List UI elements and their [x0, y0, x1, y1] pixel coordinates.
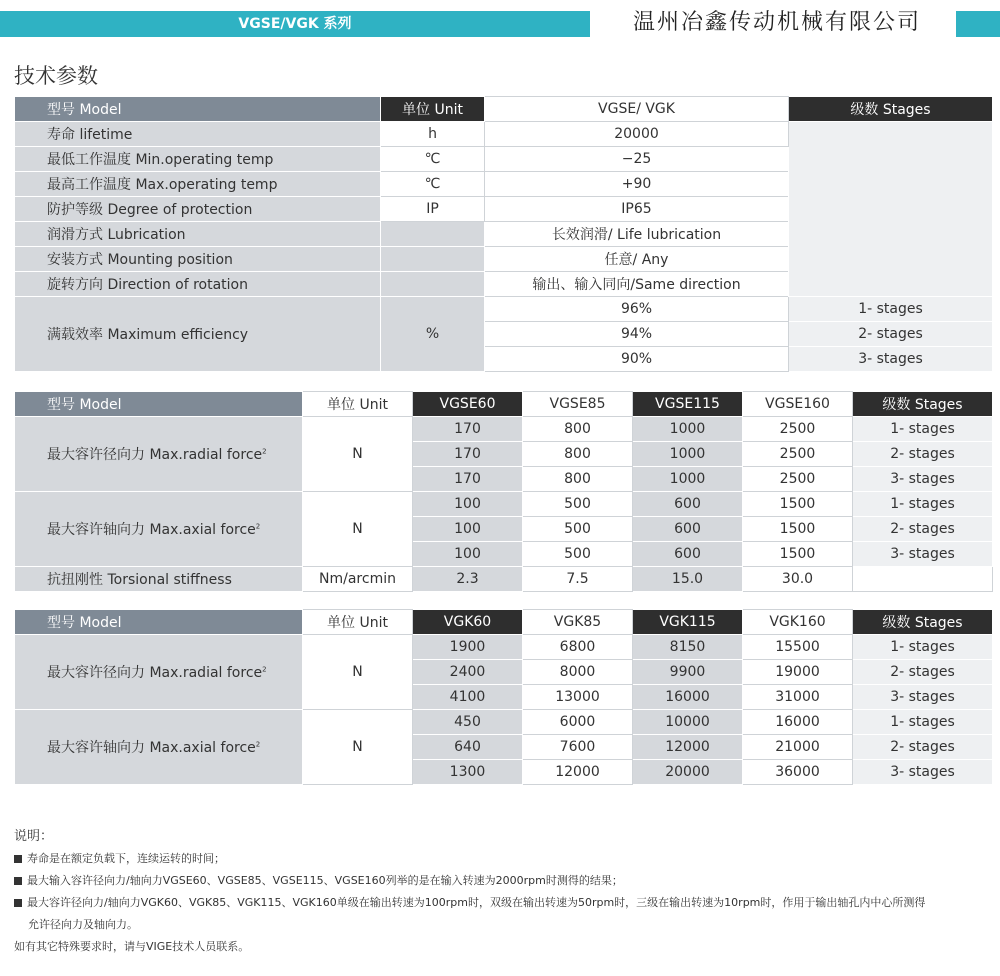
- row-value: 任意/ Any: [485, 247, 789, 272]
- square-bullet-icon: [14, 877, 22, 885]
- cell: 2500: [743, 467, 853, 492]
- cell: 6800: [523, 635, 633, 660]
- header-unit: 单位 Unit: [381, 97, 485, 122]
- cell: 15.0: [633, 567, 743, 592]
- table-row: [15, 417, 993, 442]
- header-model: 型号 Model: [15, 97, 381, 122]
- cell: 1900: [413, 635, 523, 660]
- cell: 170: [413, 442, 523, 467]
- square-bullet-icon: [14, 899, 22, 907]
- table-row: [15, 122, 993, 147]
- cell: 21000: [743, 735, 853, 760]
- axial-force-unit: N: [303, 492, 413, 567]
- cell: 1000: [633, 442, 743, 467]
- row-value: 20000: [485, 122, 789, 147]
- cell: 13000: [523, 685, 633, 710]
- cell: 6000: [523, 710, 633, 735]
- table-row: [15, 567, 993, 592]
- table-header-row: [15, 610, 993, 635]
- radial-force-label: 最大容许径向力 Max.radial force$^2$: [15, 417, 303, 492]
- row-unit: IP: [381, 197, 485, 222]
- header-col: VGSE115: [633, 392, 743, 417]
- row-label: 最高工作温度 Max.operating temp: [15, 172, 381, 197]
- efficiency-label: 满载效率 Maximum efficiency: [15, 297, 381, 372]
- header-model: 型号 Model: [15, 392, 303, 417]
- notes-title: 说明：: [14, 829, 54, 844]
- row-unit: ℃: [381, 172, 485, 197]
- cell: 2500: [743, 417, 853, 442]
- note-continuation: 允许径向力及轴向力。: [28, 918, 138, 931]
- cell: 1000: [633, 417, 743, 442]
- efficiency-value: 94%: [485, 322, 789, 347]
- torsional-unit: Nm/arcmin: [303, 567, 413, 592]
- stages-blank: [789, 122, 993, 297]
- cell: 1500: [743, 542, 853, 567]
- cell: 19000: [743, 660, 853, 685]
- header-col: VGSE160: [743, 392, 853, 417]
- stage-label: 1- stages: [853, 492, 993, 517]
- cell: 15500: [743, 635, 853, 660]
- stages-blank: [853, 567, 993, 592]
- cell: 800: [523, 442, 633, 467]
- cell: 7.5: [523, 567, 633, 592]
- stage-label: 3- stages: [853, 467, 993, 492]
- row-unit: [381, 272, 485, 297]
- cell: 100: [413, 542, 523, 567]
- vgse-force-table: [14, 391, 993, 592]
- stage-label: 3- stages: [853, 685, 993, 710]
- cell: 16000: [633, 685, 743, 710]
- row-unit: [381, 247, 485, 272]
- row-value: 长效润滑/ Life lubrication: [485, 222, 789, 247]
- row-label: 旋转方向 Direction of rotation: [15, 272, 381, 297]
- stage-label: 2- stages: [789, 322, 993, 347]
- cell: 100: [413, 517, 523, 542]
- axial-force-label: 最大容许轴向力 Max.axial force$^2$: [15, 710, 303, 785]
- header-col: VGSE85: [523, 392, 633, 417]
- cell: 1500: [743, 492, 853, 517]
- cell: 1000: [633, 467, 743, 492]
- radial-force-unit: N: [303, 635, 413, 710]
- cell: 4100: [413, 685, 523, 710]
- note-item: 最大容许径向力/轴向力VGK60、VGK85、VGK115、VGK160单级在输出转速为100rpm时，双级在输出转速为50rpm时，三级在输出转速为10rpm时，作用于输出轴孔内中心所测得: [14, 892, 994, 914]
- header-col: VGK115: [633, 610, 743, 635]
- row-value: 输出、输入同向/Same direction: [485, 272, 789, 297]
- axial-force-unit: N: [303, 710, 413, 785]
- stage-label: 1- stages: [853, 710, 993, 735]
- stage-label: 3- stages: [853, 542, 993, 567]
- radial-force-unit: N: [303, 417, 413, 492]
- table-row: [15, 297, 993, 322]
- cell: 20000: [633, 760, 743, 785]
- header-col: VGK60: [413, 610, 523, 635]
- row-label: 润滑方式 Lubrication: [15, 222, 381, 247]
- efficiency-value: 96%: [485, 297, 789, 322]
- stage-label: 2- stages: [853, 660, 993, 685]
- row-label: 最低工作温度 Min.operating temp: [15, 147, 381, 172]
- cell: 30.0: [743, 567, 853, 592]
- stage-label: 1- stages: [853, 417, 993, 442]
- cell: 2400: [413, 660, 523, 685]
- stage-label: 2- stages: [853, 442, 993, 467]
- row-label: 防护等级 Degree of protection: [15, 197, 381, 222]
- cell: 8000: [523, 660, 633, 685]
- header-col: VGK85: [523, 610, 633, 635]
- top-bar: [0, 11, 1000, 37]
- table-row: [15, 492, 993, 517]
- row-value: +90: [485, 172, 789, 197]
- stage-label: 2- stages: [853, 517, 993, 542]
- header-stages: 级数 Stages: [789, 97, 993, 122]
- cell: 600: [633, 492, 743, 517]
- cell: 640: [413, 735, 523, 760]
- stage-label: 3- stages: [853, 760, 993, 785]
- row-value: −25: [485, 147, 789, 172]
- stage-label: 1- stages: [853, 635, 993, 660]
- cell: 2.3: [413, 567, 523, 592]
- cell: 600: [633, 517, 743, 542]
- table-row: [15, 710, 993, 735]
- cell: 10000: [633, 710, 743, 735]
- cell: 1300: [413, 760, 523, 785]
- note-item: 最大输入容许径向力/轴向力VGSE60、VGSE85、VGSE115、VGSE160列举的是在输入转速为2000rpm时测得的结果；: [14, 870, 994, 892]
- efficiency-value: 90%: [485, 347, 789, 372]
- row-label: 安装方式 Mounting position: [15, 247, 381, 272]
- header-col: VGK160: [743, 610, 853, 635]
- header-unit: 单位 Unit: [303, 610, 413, 635]
- cell: 2500: [743, 442, 853, 467]
- cell: 800: [523, 467, 633, 492]
- row-value: IP65: [485, 197, 789, 222]
- accent-stripe: [956, 11, 1000, 37]
- cell: 500: [523, 542, 633, 567]
- header-model: 型号 Model: [15, 610, 303, 635]
- cell: 100: [413, 492, 523, 517]
- stage-label: 3- stages: [789, 347, 993, 372]
- torsional-label: 抗扭刚性 Torsional stiffness: [15, 567, 303, 592]
- cell: 170: [413, 417, 523, 442]
- stage-label: 1- stages: [789, 297, 993, 322]
- cell: 16000: [743, 710, 853, 735]
- cell: 450: [413, 710, 523, 735]
- company-name: 温州冶鑫传动机械有限公司: [632, 10, 921, 35]
- header-col: VGSE60: [413, 392, 523, 417]
- vgk-force-table: [14, 609, 993, 785]
- efficiency-unit: %: [381, 297, 485, 372]
- page-title: 技术参数: [14, 64, 98, 88]
- cell: 7600: [523, 735, 633, 760]
- table-row: [15, 635, 993, 660]
- cell: 36000: [743, 760, 853, 785]
- table-header-row: [15, 97, 993, 122]
- cell: 9900: [633, 660, 743, 685]
- header-unit: 单位 Unit: [303, 392, 413, 417]
- table-header-row: [15, 392, 993, 417]
- cell: 12000: [633, 735, 743, 760]
- row-unit: ℃: [381, 147, 485, 172]
- cell: 800: [523, 417, 633, 442]
- cell: 8150: [633, 635, 743, 660]
- header-stages: 级数 Stages: [853, 610, 993, 635]
- notes-section: [14, 826, 994, 958]
- general-spec-table: [14, 96, 993, 372]
- cell: 500: [523, 517, 633, 542]
- row-label: 寿命 lifetime: [15, 122, 381, 147]
- cell: 1500: [743, 517, 853, 542]
- notes-footer: 如有其它特殊要求时，请与VIGE技术人员联系。: [14, 940, 250, 953]
- cell: 170: [413, 467, 523, 492]
- header-stages: 级数 Stages: [853, 392, 993, 417]
- square-bullet-icon: [14, 855, 22, 863]
- cell: 12000: [523, 760, 633, 785]
- note-item: 寿命是在额定负载下，连续运转的时间；: [14, 848, 994, 870]
- cell: 500: [523, 492, 633, 517]
- row-unit: [381, 222, 485, 247]
- stage-label: 2- stages: [853, 735, 993, 760]
- radial-force-label: 最大容许径向力 Max.radial force$^2$: [15, 635, 303, 710]
- cell: 600: [633, 542, 743, 567]
- row-unit: h: [381, 122, 485, 147]
- series-banner: VGSE/VGK 系列: [0, 11, 590, 37]
- header-series: VGSE/ VGK: [485, 97, 789, 122]
- axial-force-label: 最大容许轴向力 Max.axial force$^2$: [15, 492, 303, 567]
- cell: 31000: [743, 685, 853, 710]
